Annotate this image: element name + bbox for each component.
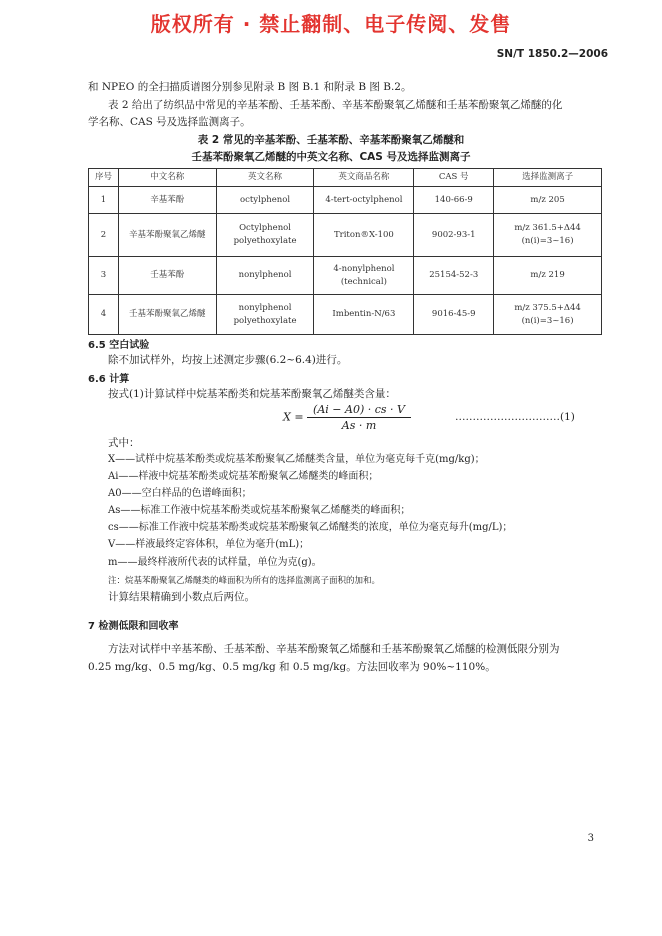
cell-cn: 辛基苯酚: [118, 187, 216, 214]
cell-trade: [314, 257, 414, 295]
section-7-text-2: 0.25 mg/kg、0.5 mg/kg、0.5 mg/kg 和 0.5 mg/kg。方法回收率为 90%~110%。: [88, 661, 496, 673]
definition-Ai: Ai——样液中烷基苯酚类或烷基苯酚聚氧乙烯醚类的峰面积；: [108, 471, 379, 482]
intro-line-1: 和 NPEO 的全扫描质谱图分别参见附录 B 图 B.1 和附录 B 图 B.2。: [88, 81, 412, 93]
table-caption-line-1: 表 2 常见的辛基苯酚、壬基苯酚、辛基苯酚聚氧乙烯醚和: [197, 134, 465, 146]
precision-text: 计算结果精确到小数点后两位。: [108, 591, 255, 603]
header-cn-name: 中文名称: [118, 169, 216, 187]
header-en-name: 英文名称: [216, 169, 314, 187]
header-trade-name: 英文商品名称: [314, 169, 414, 187]
header-no: 序号: [89, 169, 119, 187]
cell-ion-line-1: m/z 375.5+Δ44: [514, 302, 581, 313]
cell-cn: 壬基苯酚聚氧乙烯醚: [118, 295, 216, 335]
cell-en: octylphenol: [216, 187, 314, 214]
cell-ion-line-1: m/z 361.5+Δ44: [514, 223, 581, 233]
table-header-row: [89, 169, 602, 187]
cell-cn: 辛基苯酚聚氧乙烯醚: [118, 214, 216, 257]
cell-ion-line-2: (n(i)=3~16): [521, 315, 574, 326]
cell-trade: 4-tert-octylphenol: [314, 187, 414, 214]
section-6-5-text: 除不加试样外，均按上述测定步骤(6.2~6.4)进行。: [108, 354, 348, 366]
standard-number: SN/T 1850.2—2006: [496, 48, 608, 60]
header-cas: CAS 号: [414, 169, 494, 187]
formula-numerator: (Ai − A0) · cs · V: [307, 403, 411, 418]
cell-trade: Imbentin-N/63: [314, 295, 414, 335]
page-number: 3: [587, 833, 594, 844]
cell-no: 3: [89, 257, 119, 295]
definition-m: m——最终样液所代表的试样量，单位为克(g)。: [108, 557, 322, 568]
table-row: [89, 295, 602, 335]
section-6-6-heading: 6.6 计算: [88, 374, 130, 385]
cell-no: 4: [89, 295, 119, 335]
copyright-banner: 版权所有 · 禁止翻制、电子传阅、发售: [150, 12, 512, 36]
cell-cas: 25154-52-3: [414, 257, 494, 295]
formula-lhs: X =: [283, 410, 304, 424]
section-6-5-heading: 6.5 空白试验: [88, 340, 150, 351]
cell-en-line-2: polyethoxylate: [233, 315, 297, 326]
formula-number: …………………………(1): [455, 411, 575, 423]
cell-trade-line-2: (technical): [340, 276, 387, 287]
where-label: 式中：: [108, 437, 140, 449]
cell-cas: 140-66-9: [414, 187, 494, 214]
cell-en-line-2: polyethoxylate: [233, 236, 297, 246]
cell-no: 2: [89, 214, 119, 257]
note: 注：烷基苯酚聚氧乙烯醚类的峰面积为所有的选择监测离子面积的加和。: [108, 576, 381, 586]
section-6-6-text: 按式(1)计算试样中烷基苯酚类和烷基苯酚聚氧乙烯醚类含量：: [108, 388, 396, 400]
cell-en-line-1: nonylphenol: [238, 302, 292, 313]
cell-cn: 壬基苯酚: [118, 257, 216, 295]
table-caption-line-2: 壬基苯酚聚氧乙烯醚的中英文名称、CAS 号及选择监测离子: [191, 151, 471, 163]
section-7-heading: 7 检测低限和回收率: [88, 621, 179, 632]
cell-en: [216, 295, 314, 335]
cell-trade: Triton®X-100: [314, 214, 414, 257]
definition-X: X——试样中烷基苯酚类或烷基苯酚聚氧乙烯醚类含量，单位为毫克每千克(mg/kg)；: [108, 454, 485, 465]
header-ion: 选择监测离子: [494, 169, 602, 187]
definition-cs: cs——标准工作液中烷基苯酚类或烷基苯酚聚氧乙烯醚类的浓度，单位为毫克每升(mg/L)；: [108, 522, 513, 533]
cell-no: 1: [89, 187, 119, 214]
formula-fraction: [307, 403, 411, 432]
definition-As: As——标准工作液中烷基苯酚类或烷基苯酚聚氧乙烯醚类的峰面积；: [108, 505, 411, 516]
cell-en-line-1: Octylphenol: [239, 223, 291, 233]
cell-en: nonylphenol: [216, 257, 314, 295]
table-row: [89, 257, 602, 295]
definition-A0: A0——空白样品的色谱峰面积；: [108, 488, 252, 499]
table-row: [89, 187, 602, 214]
cell-cas: 9002-93-1: [414, 214, 494, 257]
cell-ion: m/z 205: [494, 187, 602, 214]
cas-table: [88, 168, 602, 335]
intro-line-2: 表 2 给出了纺织品中常见的辛基苯酚、壬基苯酚、辛基苯酚聚氧乙烯醚和壬基苯酚聚氧乙烯醚的化: [108, 99, 563, 111]
cell-cas: 9016-45-9: [414, 295, 494, 335]
definition-V: V——样液最终定容体积，单位为毫升(mL)；: [108, 539, 310, 550]
cell-ion: [494, 295, 602, 335]
section-7-text-1: 方法对试样中辛基苯酚、壬基苯酚、辛基苯酚聚氧乙烯醚和壬基苯酚聚氧乙烯醚的检测低限分别为: [108, 643, 560, 655]
formula-denominator: As · m: [341, 419, 377, 432]
formula-1: [283, 403, 411, 432]
cell-ion: m/z 219: [494, 257, 602, 295]
cell-ion-line-2: (n(i)=3~16): [521, 236, 574, 246]
cell-en: [216, 214, 314, 257]
table-row: [89, 214, 602, 257]
cell-trade-line-1: 4-nonylphenol: [333, 263, 395, 274]
intro-line-3: 学名称、CAS 号及选择监测离子。: [88, 116, 251, 128]
cell-ion: [494, 214, 602, 257]
